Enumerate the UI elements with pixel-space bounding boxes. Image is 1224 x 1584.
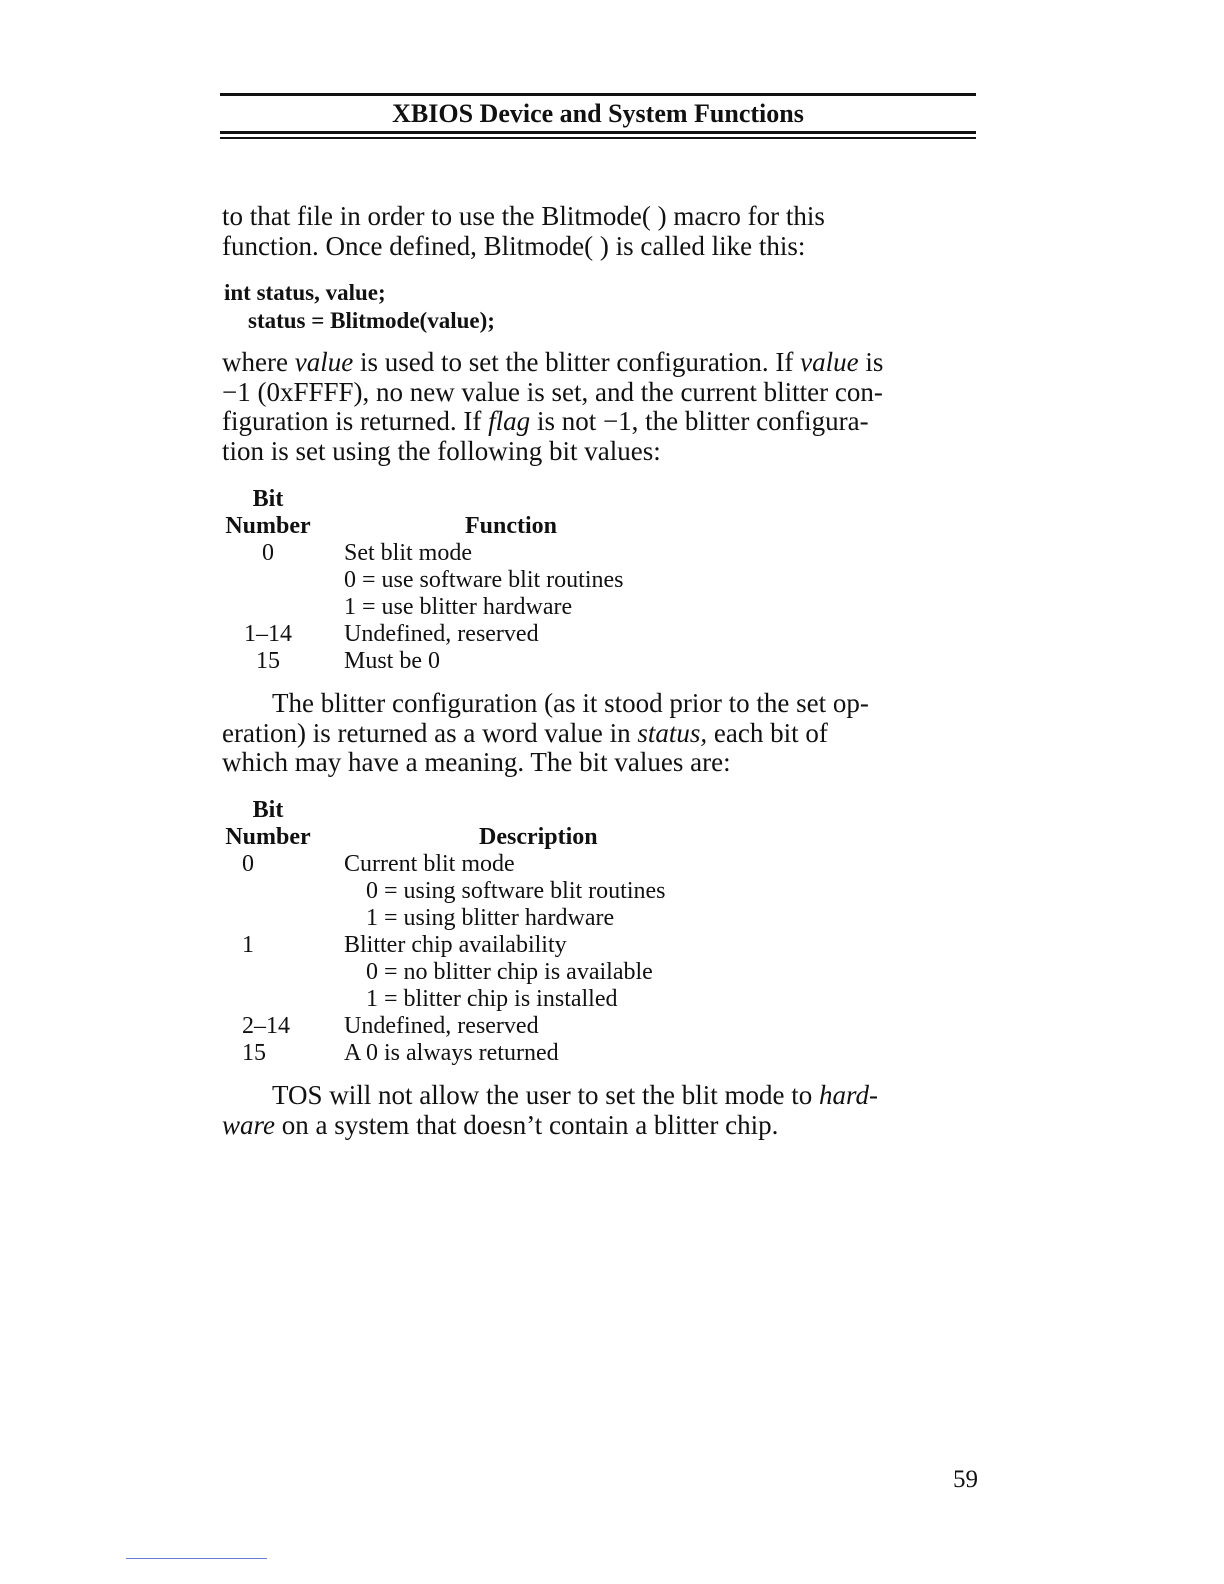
- value-line-3: figuration is returned. If flag is not −1, the blitter configura-: [222, 406, 869, 436]
- footer-line: [126, 1558, 267, 1559]
- code-sample: [224, 279, 495, 335]
- value-line-2: −1 (0xFFFF), no new value is set, and the current blitter con-: [222, 376, 883, 407]
- page-number: 59: [953, 1466, 978, 1493]
- running-header: XBIOS Device and System Functions: [392, 99, 804, 128]
- bit-column-header-1: Bit: [252, 486, 284, 512]
- value-paragraph: [222, 348, 982, 466]
- value-line-1: where value is used to set the blitter configuration. If value is: [222, 347, 884, 377]
- status-paragraph: [222, 689, 982, 778]
- value-line-4: tion is set using the following bit values:: [222, 435, 661, 466]
- bit-column-header-2: Number: [225, 513, 311, 539]
- header-rule-bottom-2: [220, 137, 976, 139]
- code-line-2: status = Blitmode(value);: [248, 308, 495, 333]
- closing-paragraph: [222, 1081, 982, 1140]
- code-line-1: int status, value;: [224, 280, 386, 305]
- function-column-header: Function: [465, 513, 558, 539]
- status-line-2: eration) is returned as a word value in status, each bit of: [222, 717, 828, 748]
- intro-paragraph: [222, 202, 982, 261]
- closing-line-2: ware on a system that doesn’t contain a blitter chip.: [222, 1109, 779, 1140]
- status-line-1: The blitter configuration (as it stood prior to the set op-: [272, 688, 869, 718]
- header-rule-bottom-1: [220, 131, 976, 134]
- bit-column-header-1: Bit: [252, 797, 284, 823]
- description-column-header: Description: [479, 824, 598, 850]
- status-line-3: which may have a meaning. The bit values are:: [222, 747, 731, 777]
- header-rule-top: [220, 93, 976, 96]
- closing-line-1: TOS will not allow the user to set the blit mode to hard-: [272, 1080, 878, 1110]
- bit-column-header-2: Number: [225, 824, 311, 850]
- intro-line-2: function. Once defined, Blitmode( ) is called like this:: [222, 230, 806, 261]
- book-page: XBIOS Device and System Functions to that file in order to use the Blitmode( ) macro for this function. Once defined, Blitmode( ) is called like this: int status, value; status = Blitmode(value); where value is used to set the blitter configuration. If value is −1 (0xFFFF), no new value is set, and the current blitter con- figuration is returned. If flag is not −1, the blitter configura- tion is set using the following bit values: Bit Number Function 0 Set blit mode 0 = use software blit routines 1 = use blitter hardware 1–14 Undefined, reserved 15 Must be 0 The blitter configuration (as it stood prior to the set op- eration) is returned as a word value in status, each bit of which may have a meaning. The bit values are: Bit Number Description 0 Current blit mode 0 = using software blit routines 1 = using blitter hardware 1 Blitter chip availability 0 = no blitter chip is available 1 = blitter chip is installed 2–14 Undefined, reserved 15 A 0 is always returned TOS will not allow the user to set the blit mode to hard- ware on a system that doesn’t contain a blitter chip. 59: [0, 0, 1224, 1584]
- intro-line-1: to that file in order to use the Blitmode( ) macro for this: [222, 201, 825, 231]
